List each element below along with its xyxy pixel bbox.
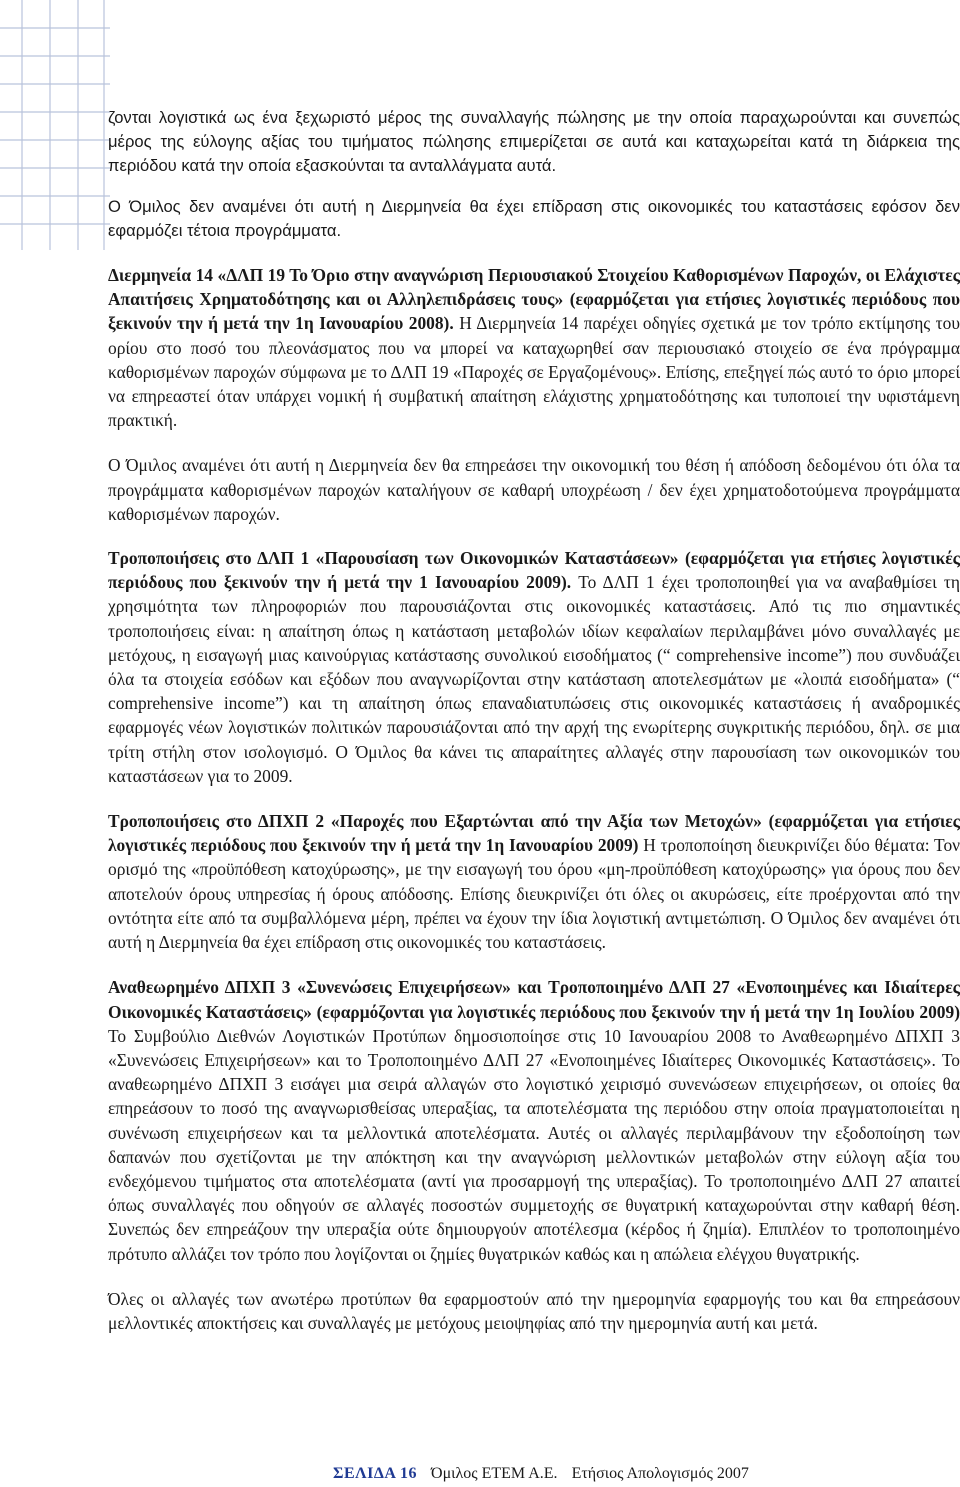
page-footer (333, 1465, 749, 1483)
footer-company: Όμιλος ΕΤΕΜ Α.Ε. (431, 1465, 558, 1482)
section-ifrs-2 (108, 809, 960, 954)
section-ifrs-2-text: Η τροποποίηση διευκρινίζει δύο θέματα: Τον ορισμό της «προϋπόθεση κατοχύρωσης», με την εισαγωγή του όρου «μη-προϋπόθεση κατοχύρωσης» για όρους που δεν αποτελούν όρους υπηρεσίας ή όρους απόδοσης. Επίσης διευκρινίζει ότι όλες οι ακυρώσεις, είτε προέρχονται από την οντότητα είτε από τα συμβαλλόμενα μέρη, πρέπει να έχουν την ίδια λογιστική αντιμετώπιση. Ο Όμιλος δεν αναμένει ότι αυτή η Διερμηνεία θα έχει επίδραση στις οικονομικές του καταστάσεις. (108, 835, 960, 953)
section-ifric-14 (108, 263, 960, 432)
section-ias-1-text: Το ΔΛΠ 1 έχει τροποποιηθεί για να αναβαθμίσει τη χρησιμότητα των πληροφοριών που παρουσιάζονται στις οικονομικές καταστάσεις. Από τις πιο σημαντικές τροποποιήσεις είναι: η απαίτηση όπως η κατάσταση μεταβολών ιδίων κεφαλαίων περιλαμβάνει μόνο συναλλαγές με μετόχους, η εισαγωγή μιας καινούργιας κατάστασης συνολικού εισοδήματος (“ comprehensive income”) που συνδυάζει όλα τα στοιχεία εσόδων και εξόδων που αναγνωρίζονται στην κατάσταση αποτελεσμάτων με «λοιπά εισοδήματα» (“ comprehensive income”) και τη απαίτηση όπως επαναδιατυπώσεις στις οικονομικές καταστάσεις ή αναδρομικές εφαρμογές νέων λογιστικών πολιτικών παρουσιάζονται από την αρχή της ενωρίτερης συγκριτικής περιόδου, δηλ. σε μια τρίτη στήλη στον ισολογισμό. Ο Όμιλος θα κάνει τις απαραίτητες αλλαγές στην παρουσίαση των οικονομικών του καταστάσεων για το 2009. (108, 572, 960, 786)
section-ias-1-heading: Τροποποιήσεις στο ΔΛΠ 1 «Παρουσίαση των Οικονομικών Καταστάσεων» (εφαρμόζεται για ετήσιες λογιστικές περιόδους που ξεκινούν την ή μετά την 1 Ιανουαρίου 2009). (108, 548, 960, 593)
section-ifrs-3-heading: Αναθεωρημένο ΔΠΧΠ 3 «Συνενώσεις Επιχειρήσεων» και Τροποποιημένο ΔΛΠ 27 «Ενοποιημένες και Ιδιαίτερες Οικονομικές Καταστάσεις» (εφαρμόζονται για λογιστικές περιόδους που ξεκινούν την ή μετά την 1η Ιουλίου 2009) (108, 977, 960, 1022)
paragraph-group-expectation-1: Ο Όμιλος δεν αναμένει ότι αυτή η Διερμηνεία θα έχει επίδραση στις οικονομικές του καταστάσεις εφόσον δεν εφαρμόζει τέτοια προγράμματα. (108, 196, 960, 240)
section-ifric-14-heading: Διερμηνεία 14 «ΔΛΠ 19 Το Όριο στην αναγνώριση Περιουσιακού Στοιχείου Καθορισμένων Παροχών, οι Ελάχιστες Απαιτήσεις Χρηματοδότησης και οι Αλληλεπιδράσεις τους» (εφαρμόζεται για ετήσιες λογιστικές περιόδους που ξεκινούν την ή μετά την 1η Ιανουαρίου 2008). (108, 265, 960, 334)
section-ias-1 (108, 546, 960, 788)
page-number: ΣΕΛΙΔΑ 16 (333, 1465, 418, 1482)
paragraph-group-expectation-2: Ο Όμιλος αναμένει ότι αυτή η Διερμηνεία δεν θα επηρεάσει την οικονομική του θέση ή απόδοση δεδομένου ότι όλα τα προγράμματα καθορισμένων παροχών καταλήγουν σε καθαρή υποχρέωση / δεν έχει χρηματοδοτούμενα προγράμματα καθορισμένων παροχών. (108, 455, 960, 524)
footer-report-title: Ετήσιος Απολογισμός 2007 (571, 1465, 749, 1482)
section-ifric-14-text: Η Διερμηνεία 14 παρέχει οδηγίες σχετικά με τον τρόπο εκτίμησης του ορίου στο ποσό του πλεονάσματος που να μπορεί να καταχωρηθεί σαν περιουσιακό στοιχείο σε ένα πρόγραμμα καθορισμένων παροχών σύμφωνα με το ΔΛΠ 19 «Παροχές σε Εργαζομένους». Επίσης, επεξηγεί πώς αυτό το όριο μπορεί να επηρεαστεί όταν υπάρχει νομική ή συμβατική απαίτηση ελάχιστης χρηματοδότησης και τυποποιεί την υφιστάμενη πρακτική. (108, 313, 960, 431)
decorative-grid (0, 0, 110, 250)
paragraph-intro-continuation: ζονται λογιστικά ως ένα ξεχωριστό μέρος της συναλλαγής πώλησης με την οποία παραχωρούνται και συνεπώς μέρος της εύλογης αξίας του τιμήματος πώλησης επιμερίζεται σε αυτά και καταχωρείται κατά τη διάρκεια της περιόδου κατά την οποία εξασκούνται τα ανταλλάγματα αυτά. (108, 108, 960, 176)
section-ifrs-3-text: Το Συμβούλιο Διεθνών Λογιστικών Προτύπων δημοσιοποίησε στις 10 Ιανουαρίου 2008 το Αναθεωρημένο ΔΠΧΠ 3 «Συνενώσεις Επιχειρήσεων» και το Τροποποιημένο ΔΛΠ 27 «Ενοποιημένες Ιδιαίτερες Οικονομικές Καταστάσεις». Το αναθεωρημένο ΔΠΧΠ 3 εισάγει μια σειρά αλλαγών στο λογιστικό χειρισμό συνενώσεων επιχειρήσεων, οι οποίες θα επηρεάσουν το ποσό της αναγνωρισθείσας υπεραξίας, τα αποτελέσματα της περιόδου στην οποία πραγματοποιείται η συνένωση επιχειρήσεων και τα μελλοντικά αποτελέσματα. Αυτές οι αλλαγές περιλαμβάνουν την εξοδοποίηση των δαπανών που σχετίζονται με την απόκτηση και την αναγνώριση μελλοντικών μεταβολών στην εύλογη αξία του ενδεχόμενου τιμήματος στα αποτελέσματα (αντί για προσαρμογή της υπεραξίας). Το τροποποιημένο ΔΛΠ 27 απαιτεί όπως συναλλαγές που οδηγούν σε αλλαγές ποσοστών συμμετοχής σε θυγατρική καταχωρούνται στην καθαρή θέση. Συνεπώς δεν επηρεάζουν την υπεραξία ούτε δημιουργούν αποτέλεσμα (κέρδος ή ζημία). Επιπλέον το τροποποιημένο πρότυπο αλλάζει τον τρόπο που λογίζονται οι ζημίες θυγατρικών καθώς και η απώλεια ελέγχου θυγατρικής. (108, 1025, 960, 1264)
section-ifrs-3 (108, 975, 960, 1265)
section-ifrs-2-heading: Τροποποιήσεις στο ΔΠΧΠ 2 «Παροχές που Εξαρτώνται από την Αξία των Μετοχών» (εφαρμόζεται για ετήσιες λογιστικές περιόδους που ξεκινούν την ή μετά την 1η Ιανουαρίου 2009) (108, 811, 960, 856)
document-body (108, 106, 960, 1355)
paragraph-closing: Όλες οι αλλαγές των ανωτέρω προτύπων θα εφαρμοστούν από την ημερομηνία εφαρμογής του και θα επηρεάσουν μελλοντικές αποκτήσεις και συναλλαγές με μετόχους μειοψηφίας από την ημερομηνία αυτή και μετά. (108, 1288, 960, 1333)
